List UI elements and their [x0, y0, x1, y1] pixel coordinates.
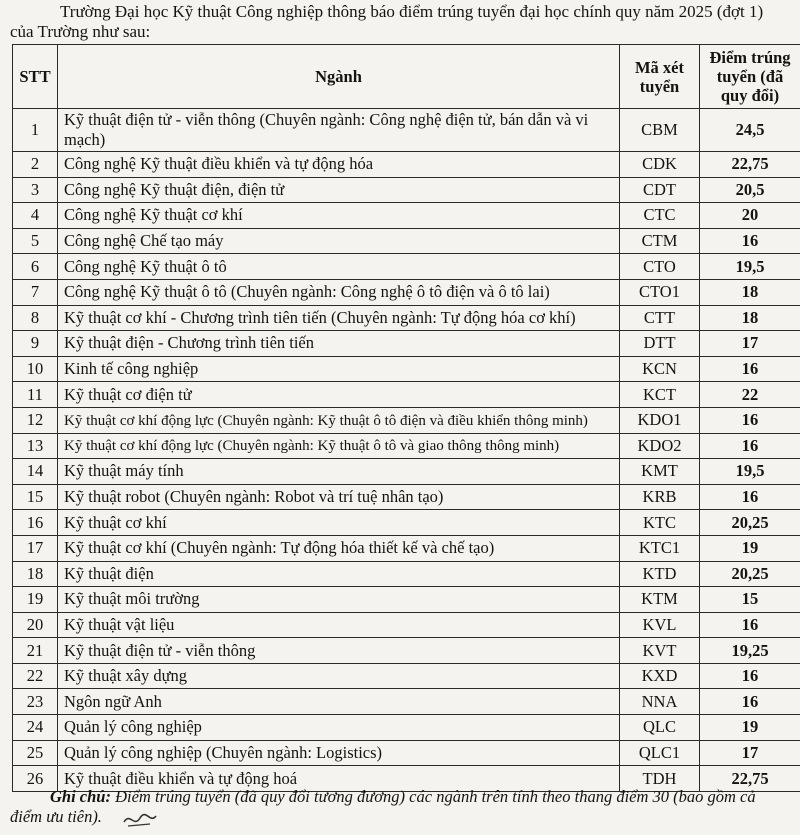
code-cell-text: CBM [641, 120, 678, 139]
stt-cell-text: 4 [30, 205, 40, 225]
major-cell-text: Kỹ thuật môi trường [64, 589, 200, 609]
table-row [13, 109, 800, 152]
code-cell-text: DTT [643, 333, 676, 353]
major-cell [58, 484, 620, 510]
code-cell [620, 228, 700, 254]
table-row [13, 382, 800, 408]
major-cell [58, 254, 620, 280]
score-cell [700, 459, 800, 485]
stt-cell [13, 331, 58, 357]
table-row [13, 587, 800, 613]
major-cell [58, 109, 620, 152]
table-body [13, 109, 800, 792]
code-cell [620, 663, 700, 689]
stt-cell-text: 18 [26, 563, 44, 583]
score-cell [700, 740, 800, 766]
table-row [13, 638, 800, 664]
code-cell-text: QLC1 [638, 742, 681, 762]
code-cell [620, 305, 700, 331]
stt-cell [13, 612, 58, 638]
code-cell [620, 612, 700, 638]
score-cell [700, 305, 800, 331]
stt-cell-text: 13 [26, 435, 44, 455]
code-cell-text: KXD [641, 666, 678, 686]
table-row [13, 740, 800, 766]
intro-line-2: của Trường như sau: [10, 22, 151, 41]
stt-cell-text: 2 [30, 154, 40, 174]
score-cell-text: 16 [741, 435, 759, 455]
table-row [13, 203, 800, 229]
stt-cell-text: 14 [26, 461, 44, 481]
score-cell-text: 19,25 [731, 640, 769, 660]
code-cell-text: KMT [641, 461, 678, 481]
code-cell [620, 331, 700, 357]
code-cell [620, 740, 700, 766]
stt-cell [13, 740, 58, 766]
table-row [13, 254, 800, 280]
stt-cell [13, 228, 58, 254]
stt-cell-text: 12 [26, 410, 44, 430]
major-cell [58, 612, 620, 638]
code-cell [620, 484, 700, 510]
major-cell-text: Ngôn ngữ Anh [64, 691, 162, 711]
code-cell-text: KTD [642, 563, 677, 583]
code-cell-text: TDH [642, 768, 677, 788]
major-cell [58, 331, 620, 357]
score-cell-text: 16 [741, 666, 759, 686]
score-cell [700, 331, 800, 357]
stt-cell [13, 203, 58, 229]
score-cell-text: 18 [741, 307, 759, 327]
major-cell-text: Kỹ thuật cơ khí động lực (Chuyên ngành: Kỹ thuật ô tô điện và điều khiển thông minh) [64, 412, 588, 429]
score-cell-text: 19,5 [735, 256, 765, 276]
score-cell-text: 17 [741, 742, 759, 762]
table-row [13, 715, 800, 741]
code-cell [620, 279, 700, 305]
signature-mark [120, 808, 160, 832]
code-cell [620, 459, 700, 485]
code-cell-text: KTM [641, 589, 678, 609]
major-cell [58, 535, 620, 561]
major-cell-text: Kỹ thuật vật liệu [64, 614, 175, 634]
score-cell-text: 22,75 [731, 154, 769, 174]
score-cell-text: 20 [741, 205, 759, 225]
code-cell-text: KTC1 [638, 538, 681, 558]
header-score: Điểm trúng tuyển (đã quy đổi) [700, 45, 800, 109]
stt-cell [13, 484, 58, 510]
score-cell [700, 279, 800, 305]
score-cell-text: 16 [741, 410, 759, 430]
stt-cell [13, 715, 58, 741]
table-header-row [13, 45, 800, 109]
major-cell-text: Kỹ thuật máy tính [64, 461, 184, 481]
stt-cell-text: 16 [26, 512, 44, 532]
code-cell-text: KVL [642, 614, 677, 634]
score-cell [700, 254, 800, 280]
stt-cell [13, 254, 58, 280]
stt-cell [13, 407, 58, 433]
header-stt: STT [13, 45, 58, 109]
score-cell [700, 433, 800, 459]
stt-cell [13, 561, 58, 587]
major-cell-text: Kỹ thuật điều khiển và tự động hoá [64, 768, 298, 788]
code-cell [620, 433, 700, 459]
major-cell-text: Kỹ thuật cơ điện tử [64, 384, 192, 404]
major-cell [58, 152, 620, 178]
footnote-text-line-2: điểm ưu tiên). [10, 807, 102, 826]
code-cell-text: CTO [643, 256, 676, 276]
score-cell-text: 16 [741, 359, 759, 379]
stt-cell-text: 8 [30, 307, 40, 327]
score-cell-text: 17 [741, 333, 759, 353]
stt-cell-text: 1 [30, 120, 40, 139]
table-row [13, 535, 800, 561]
code-cell [620, 638, 700, 664]
score-cell [700, 510, 800, 536]
major-cell [58, 459, 620, 485]
stt-cell [13, 109, 58, 152]
code-cell [620, 356, 700, 382]
stt-cell [13, 433, 58, 459]
table-row [13, 305, 800, 331]
major-cell [58, 356, 620, 382]
stt-cell-text: 6 [30, 256, 40, 276]
major-cell-text: Kỹ thuật robot (Chuyên ngành: Robot và trí tuệ nhân tạo) [64, 487, 444, 507]
major-cell-text: Quản lý công nghiệp [64, 717, 202, 737]
score-cell-text: 20,25 [731, 563, 769, 583]
footnote-text: Điểm trúng tuyển (đã quy đổi tương đương) các ngành trên tính theo thang điểm 30 (bao gồm cả [115, 787, 756, 806]
table-row [13, 561, 800, 587]
table-row [13, 433, 800, 459]
stt-cell-text: 11 [27, 384, 43, 404]
major-cell-text: Quản lý công nghiệp (Chuyên ngành: Logistics) [64, 742, 383, 762]
major-cell [58, 177, 620, 203]
score-cell-text: 19 [741, 538, 759, 558]
major-cell-text: Công nghệ Kỹ thuật cơ khí [64, 205, 243, 225]
table-row [13, 663, 800, 689]
table-row [13, 279, 800, 305]
code-cell [620, 587, 700, 613]
score-cell [700, 612, 800, 638]
stt-cell-text: 9 [30, 333, 40, 353]
code-cell [620, 535, 700, 561]
score-cell [700, 715, 800, 741]
stt-cell-text: 19 [26, 589, 44, 609]
score-cell-text: 20,25 [731, 512, 769, 532]
score-cell-text: 16 [741, 231, 759, 251]
code-cell [620, 177, 700, 203]
major-cell [58, 715, 620, 741]
major-cell-text: Công nghệ Kỹ thuật ô tô [64, 256, 227, 276]
score-cell-text: 19,5 [735, 461, 765, 481]
stt-cell [13, 279, 58, 305]
major-cell [58, 305, 620, 331]
intro-line-1: Trường Đại học Kỹ thuật Công nghiệp thông báo điểm trúng tuyển đại học chính quy năm 2025 (đợt 1) [60, 2, 764, 21]
major-cell-text: Công nghệ Chế tạo máy [64, 231, 224, 251]
score-cell [700, 203, 800, 229]
stt-cell [13, 638, 58, 664]
stt-cell-text: 15 [26, 487, 44, 507]
code-cell-text: QLC [643, 717, 676, 737]
code-cell [620, 510, 700, 536]
code-cell [620, 715, 700, 741]
table-row [13, 331, 800, 357]
score-cell [700, 152, 800, 178]
major-cell-text: Kỹ thuật cơ khí (Chuyên ngành: Tự động hóa thiết kế và chế tạo) [64, 538, 495, 558]
code-cell-text: NNA [641, 691, 678, 711]
major-cell-text: Kỹ thuật cơ khí - Chương trình tiên tiến (Chuyên ngành: Tự động hóa cơ khí) [64, 307, 576, 327]
code-cell-text: CTT [643, 307, 676, 327]
stt-cell [13, 510, 58, 536]
major-cell [58, 407, 620, 433]
score-cell-text: 22 [741, 384, 759, 404]
stt-cell-text: 17 [26, 538, 44, 558]
major-cell-text: Kỹ thuật điện tử - viễn thông [64, 640, 256, 660]
score-cell-text: 15 [741, 589, 759, 609]
score-cell [700, 689, 800, 715]
score-cell [700, 177, 800, 203]
score-cell [700, 587, 800, 613]
score-cell-text: 22,75 [731, 768, 769, 788]
stt-cell [13, 689, 58, 715]
score-cell [700, 109, 800, 152]
score-cell-text: 16 [741, 691, 759, 711]
header-major: Ngành [58, 45, 620, 109]
major-cell-text: Kinh tế công nghiệp [64, 359, 199, 379]
major-cell-text: Kỹ thuật điện [64, 563, 154, 583]
table-row [13, 152, 800, 178]
stt-cell-text: 21 [26, 640, 44, 660]
code-cell-text: CDK [642, 154, 677, 174]
major-cell [58, 228, 620, 254]
admission-score-table [12, 44, 800, 792]
stt-cell-text: 10 [26, 359, 44, 379]
stt-cell-text: 20 [26, 614, 44, 634]
stt-cell [13, 177, 58, 203]
table-row [13, 459, 800, 485]
major-cell-text: Công nghệ Kỹ thuật ô tô (Chuyên ngành: Công nghệ ô tô điện và ô tô lai) [64, 282, 550, 302]
stt-cell [13, 535, 58, 561]
score-cell-text: 19 [741, 717, 759, 737]
major-cell [58, 561, 620, 587]
score-cell [700, 561, 800, 587]
code-cell [620, 689, 700, 715]
code-cell [620, 254, 700, 280]
stt-cell [13, 152, 58, 178]
code-cell [620, 203, 700, 229]
score-cell [700, 407, 800, 433]
code-cell-text: KCT [643, 384, 676, 404]
table-row [13, 356, 800, 382]
score-cell [700, 535, 800, 561]
table-row [13, 484, 800, 510]
major-cell-text: Công nghệ Kỹ thuật điều khiển và tự động hóa [64, 154, 374, 174]
code-cell [620, 382, 700, 408]
code-cell-text: KDO1 [637, 410, 682, 430]
code-cell-text: CTM [641, 231, 678, 251]
stt-cell-text: 7 [30, 282, 40, 302]
major-cell [58, 689, 620, 715]
table-row [13, 510, 800, 536]
stt-cell-text: 5 [30, 231, 40, 251]
stt-cell-text: 24 [26, 717, 44, 737]
footnote-label: Ghi chú: [50, 787, 111, 806]
score-cell-text: 20,5 [735, 179, 765, 199]
score-cell-text: 16 [741, 614, 759, 634]
stt-cell-text: 22 [26, 666, 44, 686]
code-cell-text: CDT [643, 179, 676, 199]
table-row [13, 689, 800, 715]
code-cell [620, 152, 700, 178]
major-cell-text: Công nghệ Kỹ thuật điện, điện tử [64, 179, 285, 199]
score-cell [700, 638, 800, 664]
stt-cell [13, 459, 58, 485]
code-cell-text: KCN [642, 359, 677, 379]
table-row [13, 228, 800, 254]
stt-cell [13, 587, 58, 613]
major-cell [58, 279, 620, 305]
stt-cell-text: 3 [30, 179, 40, 199]
major-cell [58, 740, 620, 766]
footnote [10, 787, 800, 827]
header-code: Mã xét tuyển [620, 45, 700, 109]
major-cell-text: Kỹ thuật điện - Chương trình tiên tiến [64, 333, 315, 353]
table-row [13, 177, 800, 203]
score-cell-text: 16 [741, 487, 759, 507]
score-cell-text: 18 [741, 282, 759, 302]
major-cell-text: Kỹ thuật cơ khí động lực (Chuyên ngành: Kỹ thuật ô tô và giao thông thông minh) [64, 438, 560, 455]
stt-cell [13, 382, 58, 408]
stt-cell-text: 25 [26, 742, 44, 762]
table-row [13, 407, 800, 433]
score-cell [700, 663, 800, 689]
score-cell-text: 24,5 [735, 120, 765, 139]
major-cell-text: Kỹ thuật cơ khí [64, 512, 167, 532]
code-cell [620, 407, 700, 433]
major-cell [58, 510, 620, 536]
code-cell-text: CTC [643, 205, 676, 225]
major-cell [58, 433, 620, 459]
code-cell [620, 109, 700, 152]
code-cell-text: KRB [642, 487, 677, 507]
major-cell [58, 587, 620, 613]
major-cell-text: Kỹ thuật điện tử - viễn thông (Chuyên ngành: Công nghệ điện tử, bán dẫn và vi mạch) [64, 110, 589, 149]
stt-cell-text: 23 [26, 691, 44, 711]
stt-cell-text: 26 [26, 768, 44, 788]
major-cell [58, 638, 620, 664]
major-cell-text: Kỹ thuật xây dựng [64, 666, 188, 686]
score-cell [700, 382, 800, 408]
score-cell [700, 356, 800, 382]
code-cell [620, 561, 700, 587]
code-cell-text: KDO2 [637, 435, 682, 455]
major-cell [58, 203, 620, 229]
code-cell-text: KVT [642, 640, 677, 660]
stt-cell [13, 305, 58, 331]
table-row [13, 612, 800, 638]
score-cell [700, 484, 800, 510]
major-cell [58, 663, 620, 689]
code-cell-text: KTC [643, 512, 676, 532]
stt-cell [13, 663, 58, 689]
score-cell [700, 228, 800, 254]
intro-paragraph [10, 2, 800, 42]
code-cell-text: CTO1 [639, 282, 680, 302]
stt-cell [13, 356, 58, 382]
major-cell [58, 382, 620, 408]
